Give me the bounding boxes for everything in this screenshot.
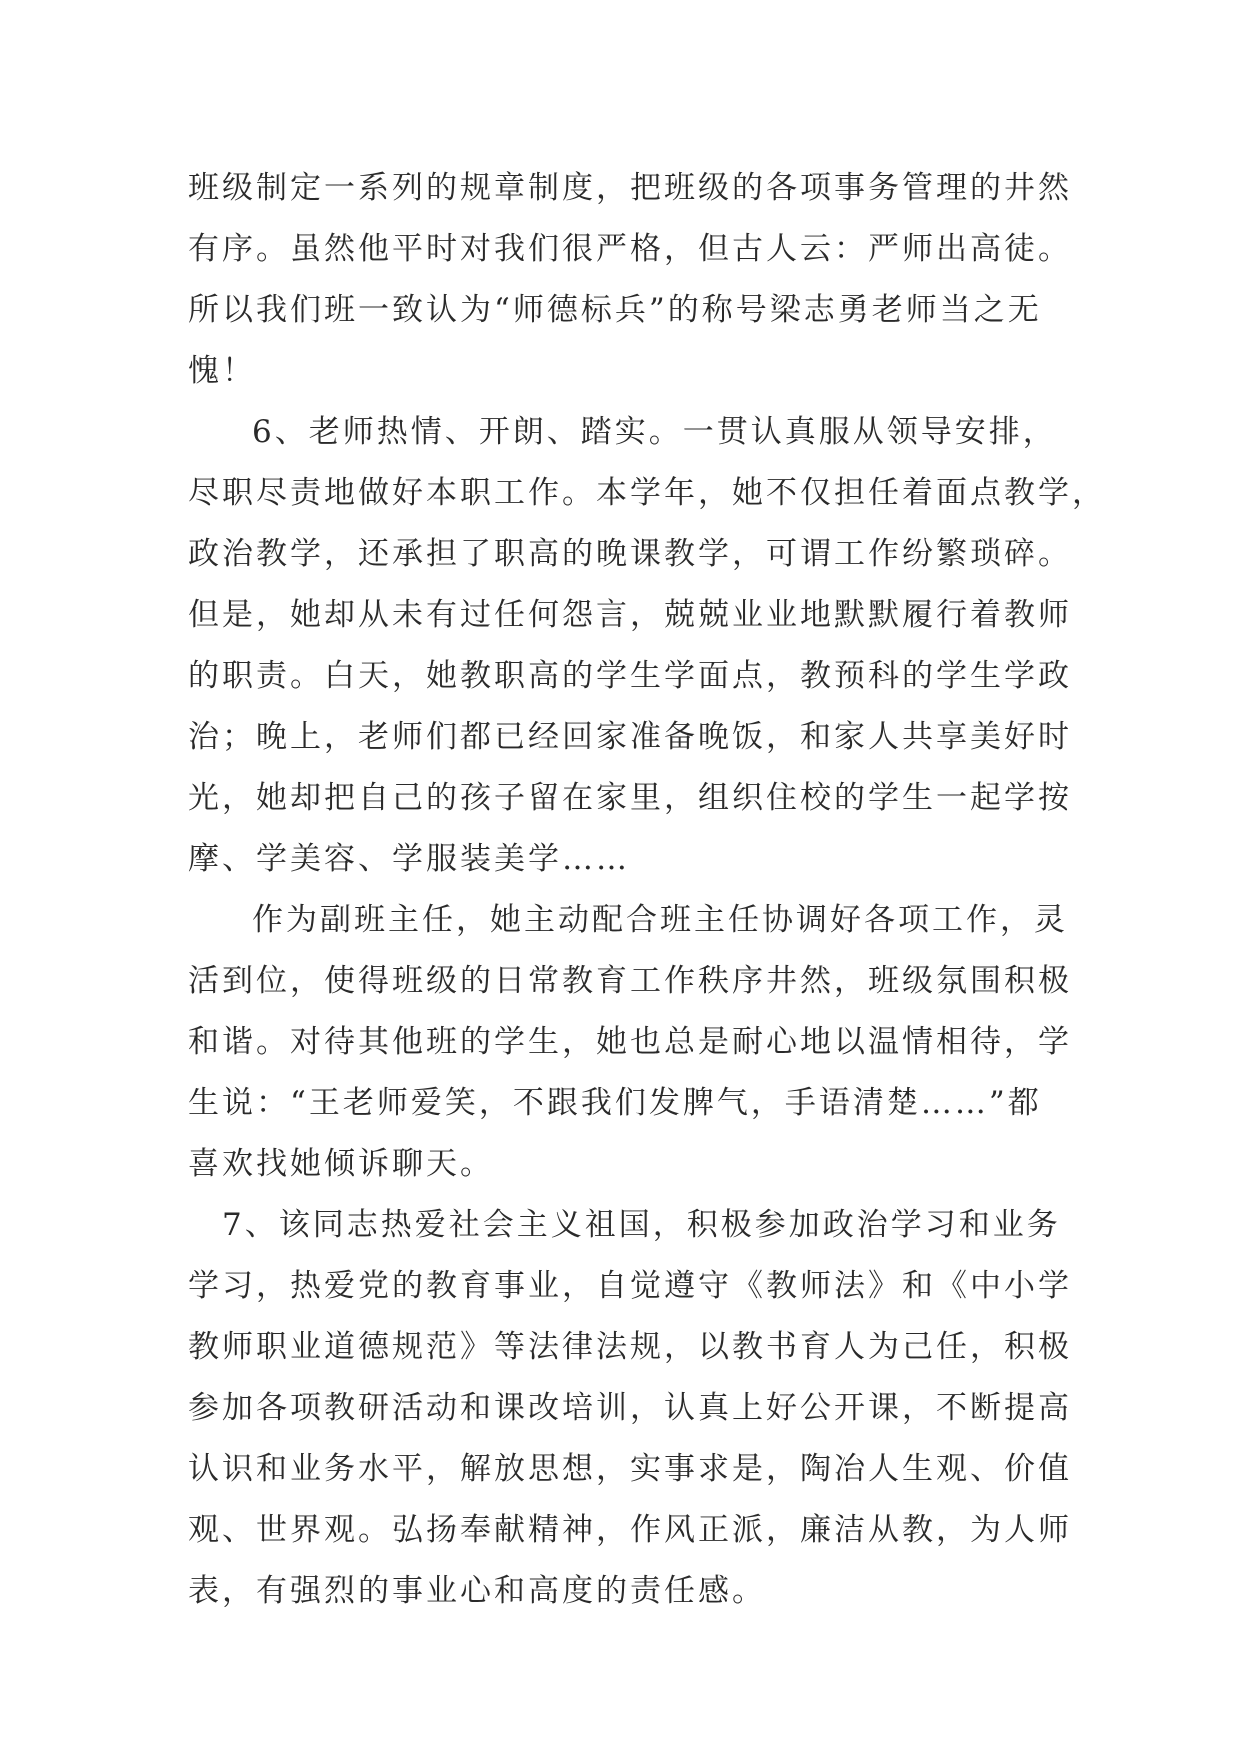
paragraph-4-line-3: 教师职业道德规范》等法律法规，以教书育人为己任，积极	[188, 1329, 1072, 1365]
paragraph-4-line-4: 参加各项教研活动和课改培训，认真上好公开课，不断提高	[188, 1390, 1072, 1426]
document-body	[188, 158, 1106, 1622]
paragraph-1-line-3: 所以我们班一致认为“师德标兵”的称号梁志勇老师当之无	[188, 292, 1042, 328]
paragraph-1-line-2: 有序。虽然他平时对我们很严格，但古人云：严师出高徒。	[188, 231, 1072, 267]
paragraph-2-line-4: 但是，她却从未有过任何怨言，兢兢业业地默默履行着教师	[188, 597, 1072, 633]
paragraph-4-line-7: 表，有强烈的事业心和高度的责任感。	[188, 1573, 766, 1609]
paragraph-2-line-6: 治；晚上，老师们都已经回家准备晚饭，和家人共享美好时	[188, 719, 1072, 755]
paragraph-4-line-6: 观、世界观。弘扬奉献精神，作风正派，廉洁从教，为人师	[188, 1512, 1072, 1548]
paragraph-3-line-3: 和谐。对待其他班的学生，她也总是耐心地以温情相待，学	[188, 1024, 1072, 1060]
paragraph-2-line-8: 摩、学美容、学服装美学……	[188, 841, 630, 877]
paragraph-4-line-5: 认识和业务水平，解放思想，实事求是，陶冶人生观、价值	[188, 1451, 1072, 1487]
paragraph-2-line-1: 6、老师热情、开朗、踏实。一贯认真服从领导安排，	[252, 414, 1057, 450]
paragraph-1-line-1: 班级制定一系列的规章制度，把班级的各项事务管理的井然	[188, 170, 1072, 206]
paragraph-4-line-2: 学习，热爱党的教育事业，自觉遵守《教师法》和《中小学	[188, 1268, 1072, 1304]
paragraph-3-line-5: 喜欢找她倾诉聊天。	[188, 1146, 494, 1182]
paragraph-3-line-4: 生说：“王老师爱笑，不跟我们发脾气，手语清楚……”都	[188, 1085, 1042, 1121]
paragraph-2-line-2: 尽职尽责地做好本职工作。本学年，她不仅担任着面点教学，	[188, 475, 1106, 511]
paragraph-2-line-3: 政治教学，还承担了职高的晚课教学，可谓工作纷繁琐碎。	[188, 536, 1072, 572]
paragraph-3-line-1: 作为副班主任，她主动配合班主任协调好各项工作，灵	[252, 902, 1068, 938]
paragraph-2-line-5: 的职责。白天，她教职高的学生学面点，教预科的学生学政	[188, 658, 1072, 694]
paragraph-3-line-2: 活到位，使得班级的日常教育工作秩序井然，班级氛围积极	[188, 963, 1072, 999]
paragraph-4-line-1: 7、该同志热爱社会主义祖国，积极参加政治学习和业务	[222, 1207, 1061, 1243]
paragraph-2-line-7: 光，她却把自己的孩子留在家里，组织住校的学生一起学按	[188, 780, 1072, 816]
paragraph-1-line-4: 愧！	[188, 353, 256, 389]
